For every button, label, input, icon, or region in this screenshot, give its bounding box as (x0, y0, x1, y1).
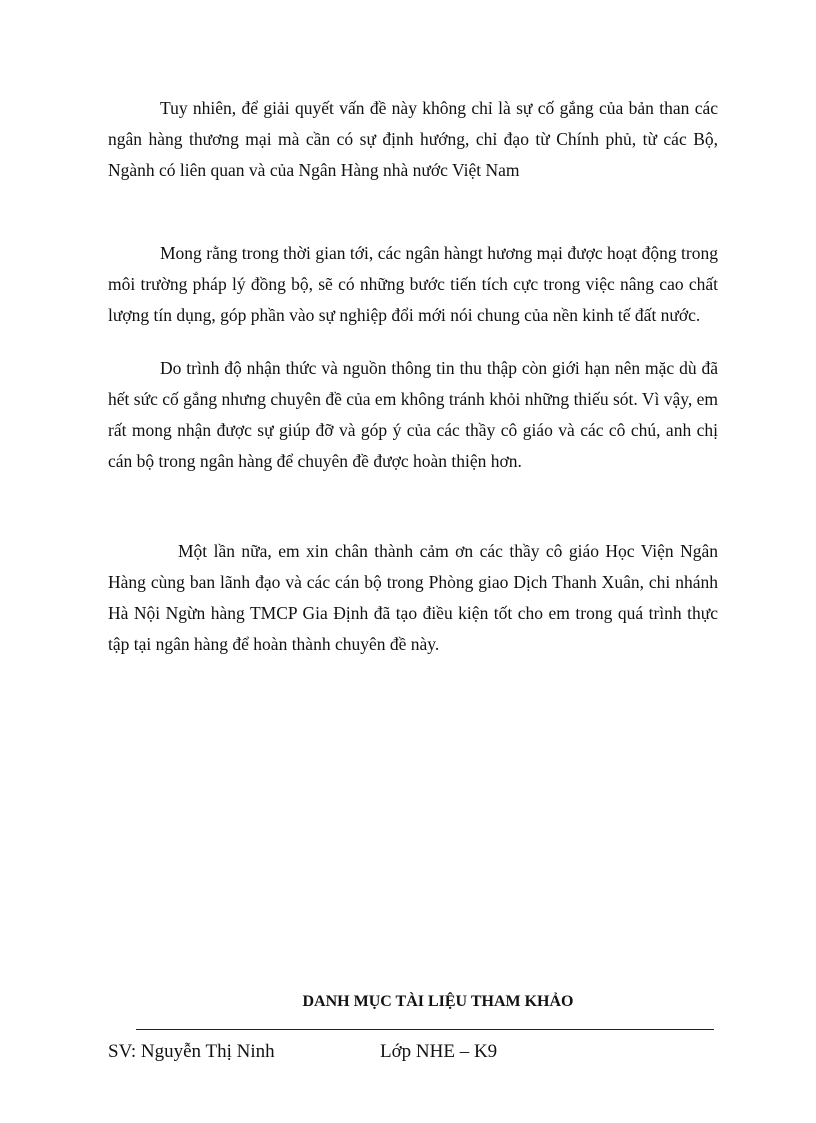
paragraph-3: Do trình độ nhận thức và nguồn thông tin thu thập còn giới hạn nên mặc dù đã hết sức cố gắng nhưng chuyên đề của em không tránh khỏi những thiếu sót. Vì vậy, em rất mong nhận được sự giúp đỡ và góp ý của các thầy cô giáo và các cô chú, anh chị cán bộ trong ngân hàng để chuyên đề được hoàn thiện hơn. (108, 358, 718, 471)
paragraph-4: Một lần nữa, em xin chân thành cảm ơn các thầy cô giáo Học Viện Ngân Hàng cùng ban lãnh đạo và các cán bộ trong Phòng giao Dịch Thanh Xuân, chi nhánh Hà Nội Ngừn hàng TMCP Gia Định đã tạo điều kiện tốt cho em trong quá trình thực tập tại ngân hàng để hoàn thành chuyên đề này. (108, 541, 718, 654)
paragraph-2: Mong rằng trong thời gian tới, các ngân hàngt hương mại được hoạt động trong môi trường pháp lý đồng bộ, sẽ có những bước tiến tích cực trong việc nâng cao chất lượng tín dụng, góp phần vào sự nghiệp đổi mới nói chung của nền kinh tế đất nước. (108, 243, 718, 325)
references-heading: DANH MỤC TÀI LIỆU THAM KHẢO (302, 993, 574, 1010)
paragraph-1: Tuy nhiên, để giải quyết vấn đề này không chỉ là sự cố gắng của bản than các ngân hàng thương mại mà cần có sự định hướng, chỉ đạo từ Chính phủ, từ các Bộ, Ngành có liên quan và của Ngân Hàng nhà nước Việt Nam (108, 98, 718, 180)
class-name: Lớp NHE – K9 (380, 1041, 498, 1062)
footer-divider (136, 1029, 714, 1030)
student-name: SV: Nguyễn Thị Ninh (108, 1041, 275, 1062)
